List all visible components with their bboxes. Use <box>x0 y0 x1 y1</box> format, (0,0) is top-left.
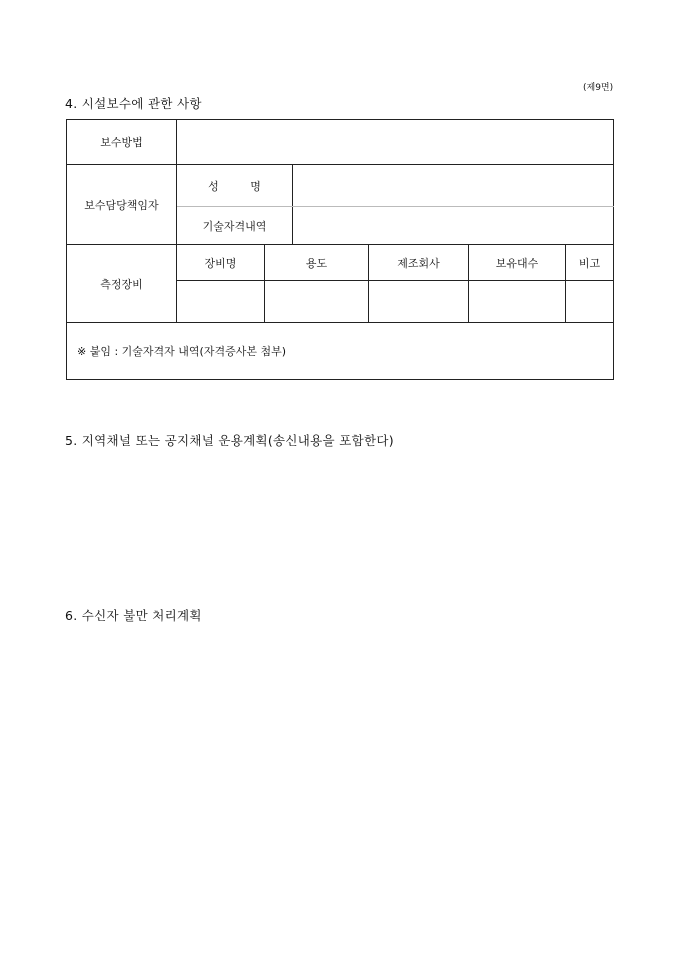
equipment-header-manufacturer: 제조회사 <box>369 245 469 281</box>
section-4-title: 4. 시설보수에 관한 사항 <box>65 96 202 111</box>
equipment-remarks-field[interactable] <box>566 281 614 323</box>
equipment-header-name: 장비명 <box>177 245 265 281</box>
repair-manager-label: 보수담당책임자 <box>67 165 177 245</box>
repair-method-label: 보수방법 <box>67 120 177 165</box>
section-5-title: 5. 지역채널 또는 공지채널 운용계획(송신내용을 포함한다) <box>65 433 394 448</box>
repair-method-field[interactable] <box>177 120 614 165</box>
equipment-purpose-field[interactable] <box>265 281 369 323</box>
equipment-header-quantity: 보유대수 <box>469 245 566 281</box>
qualification-field[interactable] <box>293 207 614 245</box>
equipment-manufacturer-field[interactable] <box>369 281 469 323</box>
equipment-quantity-field[interactable] <box>469 281 566 323</box>
section-6-title: 6. 수신자 불만 처리계획 <box>65 608 202 623</box>
name-label: 성 명 <box>177 165 293 207</box>
measuring-equipment-label: 측정장비 <box>67 245 177 323</box>
equipment-header-purpose: 용도 <box>265 245 369 281</box>
equipment-header-remarks: 비고 <box>566 245 614 281</box>
equipment-name-field[interactable] <box>177 281 265 323</box>
attachment-note: ※ 붙임 : 기술자격자 내역(자격증사본 첨부) <box>67 323 614 380</box>
qualification-label: 기술자격내역 <box>177 207 293 245</box>
name-field[interactable] <box>293 165 614 207</box>
page-number: (제9면) <box>583 83 614 93</box>
facility-repair-table <box>66 119 614 380</box>
